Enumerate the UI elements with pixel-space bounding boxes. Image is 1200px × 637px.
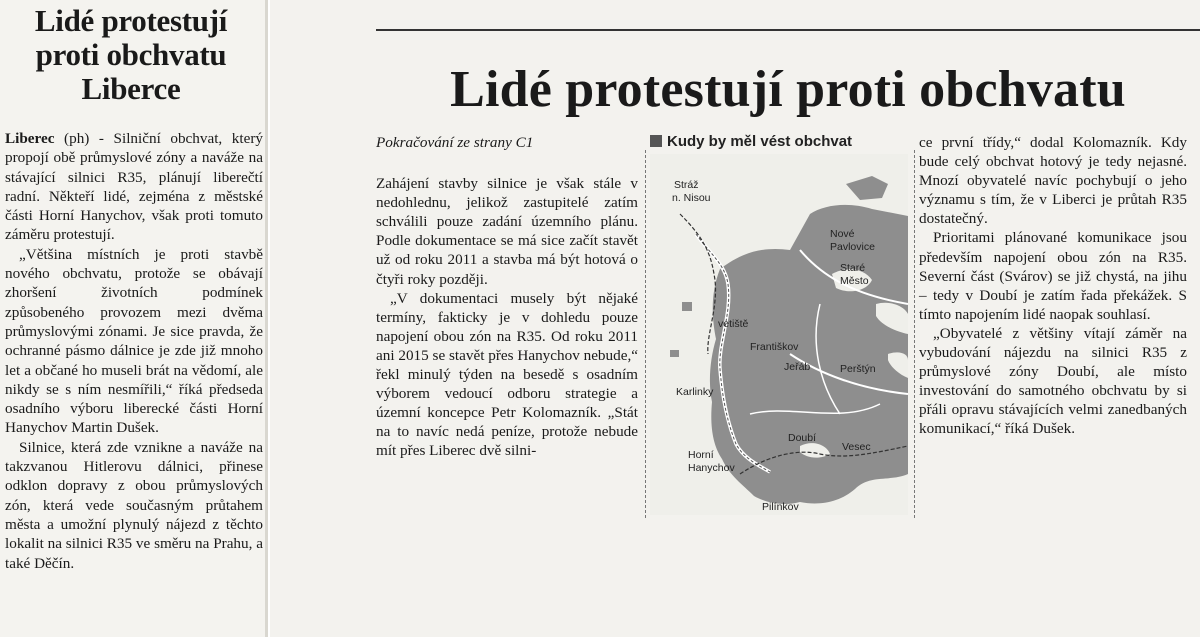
main-paragraph-2: „V dokumentaci musely být nějaké termíny, fakticky je v dohledu pouze napojení obou zón na R35. Od roku 2011 ani 2015 se stavět přes Hanychov nebude,“ řekl minulý týden na besedě s osadním výborem vedoucí odboru strategie a územní koncepce Petr Kolomazník. „Stát na to navíc nedá peníze, protože nebude mít přes Liberec dvě silni- bbox=[376, 289, 638, 460]
square-bullet-icon bbox=[650, 135, 662, 147]
main-article bbox=[270, 0, 1200, 637]
column-separator-1 bbox=[645, 150, 646, 518]
main-paragraph-3: ce první třídy,“ dodal Kolomazník. Kdy bude celý obchvat hotový je tedy nejasné. Mnozí obyvatelé navíc pochybují o jeho významu s tím, že v Liberci je průtah R35 dostatečný. bbox=[919, 134, 1187, 228]
map-graphic bbox=[650, 154, 908, 515]
left-lead-place: Liberec bbox=[5, 130, 55, 147]
label-frantiskov: Františkov bbox=[750, 341, 799, 353]
left-title-main: Lidé protestují proti obchvatu bbox=[34, 3, 228, 72]
main-column-1 bbox=[376, 133, 638, 461]
map-title: Kudy by měl vést obchvat bbox=[667, 133, 853, 150]
label-karlinky: Karlinky bbox=[676, 386, 714, 398]
label-nove-2: Pavlovice bbox=[830, 241, 875, 253]
left-article-body bbox=[5, 129, 263, 573]
label-vetiste: vetiště bbox=[718, 318, 749, 330]
map-figure bbox=[650, 129, 908, 515]
urban-patch-west-1 bbox=[682, 302, 692, 311]
top-rule bbox=[376, 29, 1200, 31]
label-doubi: Doubí bbox=[788, 432, 817, 444]
label-pilinkov: Pilínkov bbox=[762, 501, 799, 513]
left-article bbox=[0, 0, 268, 637]
left-paragraph-2: Silnice, která zde vznikne a naváže na takzvanou Hitlerovu dálnici, přinese odklon dopravy z obou průmyslových zón, která vede současným průtahem města a umožní plynulý nájezd z těchto lokalit na silnici R35 ve směru na Prahu, a také Děčín. bbox=[5, 438, 263, 572]
label-straz-2: n. Nisou bbox=[672, 192, 711, 204]
left-lead-paragraph bbox=[5, 129, 263, 245]
label-nove: Nové bbox=[830, 228, 855, 240]
column-separator-2 bbox=[914, 150, 915, 518]
main-article-title: Lidé protestují proti obchvatu bbox=[450, 61, 1126, 118]
left-article-title bbox=[0, 4, 262, 106]
main-paragraph-5: „Obyvatelé z většiny vítají záměr na vybudování nájezdu na silnici R35 z průmyslové zóny Doubí, ale místo investování do samotného obchvatu by si přáli opravu stávajících velmi zanedbaných komunikací,“ říká Dušek. bbox=[919, 324, 1187, 438]
left-paragraph-1: „Většina místních je proti stavbě nového obchvatu, protože se obávají zhoršení životních podmínek způsobeného provozem mezi dvěma průmyslovými zónami. Je sice pravda, že ochranné pásmo dálnice je zde již mnoho let a občané ho museli brát na vědomí, ale nikdy se s ním nesmířili,“ říká předseda osadního výboru liberecké části Horní Hanychov Martin Dušek. bbox=[5, 245, 263, 437]
left-lead-text: (ph) - Silniční obchvat, který propojí obě průmyslové zóny a naváže na stávající silnici R35, plánují liberečtí radní. Někteří lidé, zejména z městské části Horní Hanychov, však proti tomuto záměru protestují. bbox=[5, 130, 263, 244]
label-perstyn: Perštýn bbox=[840, 363, 876, 375]
main-paragraph-4: Prioritami plánované komunikace jsou především napojení obou zón na R35. Severní část (Svárov) se již chystá, na jihu – tedy v Doubí je zatím řada překážek. S tímto napojením lidé naopak souhlasí. bbox=[919, 229, 1187, 323]
map-header bbox=[650, 132, 908, 152]
cut-text-fragment bbox=[460, 0, 780, 8]
label-jerab: Jeřáb bbox=[784, 361, 811, 373]
label-horni-2: Hanychov bbox=[688, 462, 735, 474]
label-straz: Stráž bbox=[674, 179, 699, 191]
label-stare: Staré bbox=[840, 262, 866, 274]
paper-edge bbox=[265, 0, 268, 637]
main-paragraph-1: Zahájení stavby silnice je však stále v nedohlednu, jelikož zastupitelé zatím schválili pouze zadání územního plánu. Podle dokumentace se má sice začít stavět už od roku 2011 a stavba má být hotová o čtyři roky později. bbox=[376, 175, 638, 288]
left-title-line3: Liberce bbox=[81, 71, 181, 106]
urban-patch-west-2 bbox=[670, 350, 679, 357]
label-stare-2: Město bbox=[840, 275, 869, 287]
continued-note: Pokračování ze strany C1 bbox=[376, 134, 534, 151]
label-vesec: Vesec bbox=[842, 441, 871, 453]
label-horni: Horní bbox=[688, 449, 714, 461]
main-column-2 bbox=[919, 133, 1187, 439]
